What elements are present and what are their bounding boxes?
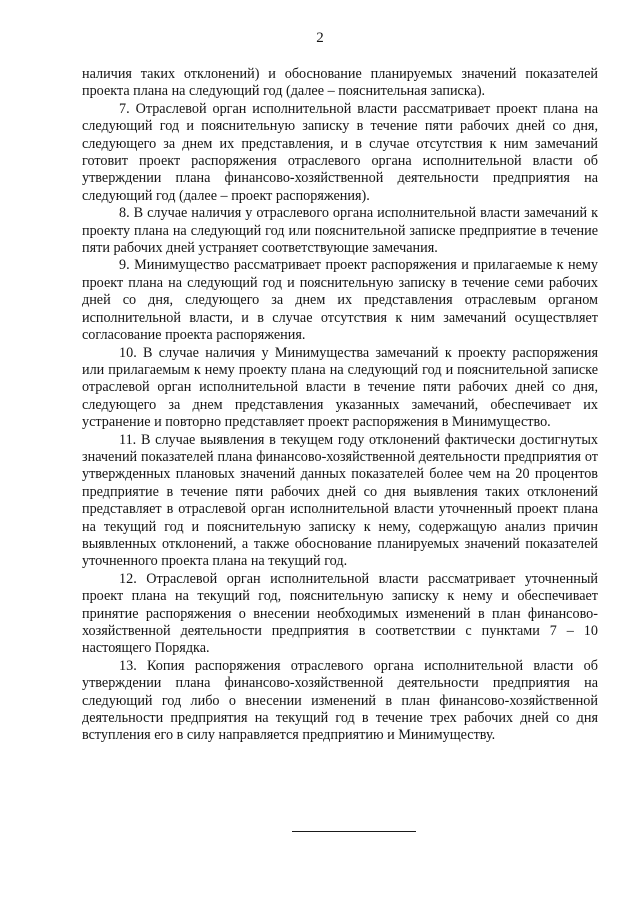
paragraph-item-13: 13. Копия распоряжения отраслевого органа исполнительной власти об утверждении плана финансово-хозяйственной деятельности предприятия на следующий год либо о внесении изменений в план финансово-хозяйственной деятельности предприятия на текущий год в течение трех рабочих дней со дня вступления его в силу направляется предприятию и Минимуществу. [82, 657, 598, 744]
paragraph-item-8: 8. В случае наличия у отраслевого органа исполнительной власти замечаний к проекту плана на следующий год или пояснительной записке предприятие в течение пяти рабочих дней устраняет соответствующие замечания. [82, 205, 598, 257]
paragraph-item-7: 7. Отраслевой орган исполнительной власти рассматривает проект плана на следующий год и пояснительную записку в течение пяти рабочих дней со дня, следующего за днем их представления, и в случае отсутствия к ним замечаний готовит проект распоряжения отраслевого органа исполнительной власти об утверждении плана финансово-хозяйственной деятельности предприятия на следующий год (далее – проект распоряжения). [82, 100, 598, 204]
page-number: 2 [316, 30, 324, 46]
paragraph-item-12: 12. Отраслевой орган исполнительной власти рассматривает уточненный проект плана на текущий год, пояснительную записку к нему и обеспечивает принятие распоряжения о внесении необходимых изменений в план финансово-хозяйственной деятельности предприятия в соответствии с пунктами 7 – 10 настоящего Порядка. [82, 570, 598, 657]
document-body [82, 66, 598, 745]
end-divider-line [292, 831, 416, 832]
paragraph-continuation: наличия таких отклонений) и обоснование планируемых значений показателей проекта плана на следующий год (далее – пояснительная записка). [82, 66, 598, 100]
paragraph-item-10: 10. В случае наличия у Минимущества замечаний к проекту распоряжения или прилагаемым к нему проекту плана на следующий год и пояснительной записке отраслевой орган исполнительной власти в течение пяти рабочих дней со дня, следующего за днем представления указанных замечаний, обеспечивает их устранение и повторно представляет проект распоряжения в Минимущество. [82, 344, 598, 431]
paragraph-item-11: 11. В случае выявления в текущем году отклонений фактически достигнутых значений показателей плана финансово-хозяйственной деятельности предприятия от утвержденных плановых значений данных показателей более чем на 20 процентов предприятие в течение пяти рабочих дней со дня выявления таких отклонений представляет в отраслевой орган исполнительной власти уточненный проект плана на текущий год и пояснительную записку к нему, содержащую анализ причин выявленных отклонений, а также обоснование планируемых значений показателей уточненного проекта плана на текущий год. [82, 431, 598, 570]
paragraph-item-9: 9. Минимущество рассматривает проект распоряжения и прилагаемые к нему проект плана на следующий год и пояснительную записку в течение семи рабочих дней со дня, следующего за днем их представления отраслевым органом исполнительной власти, и в случае отсутствия к ним замечаний осуществляет согласование проекта распоряжения. [82, 257, 598, 344]
